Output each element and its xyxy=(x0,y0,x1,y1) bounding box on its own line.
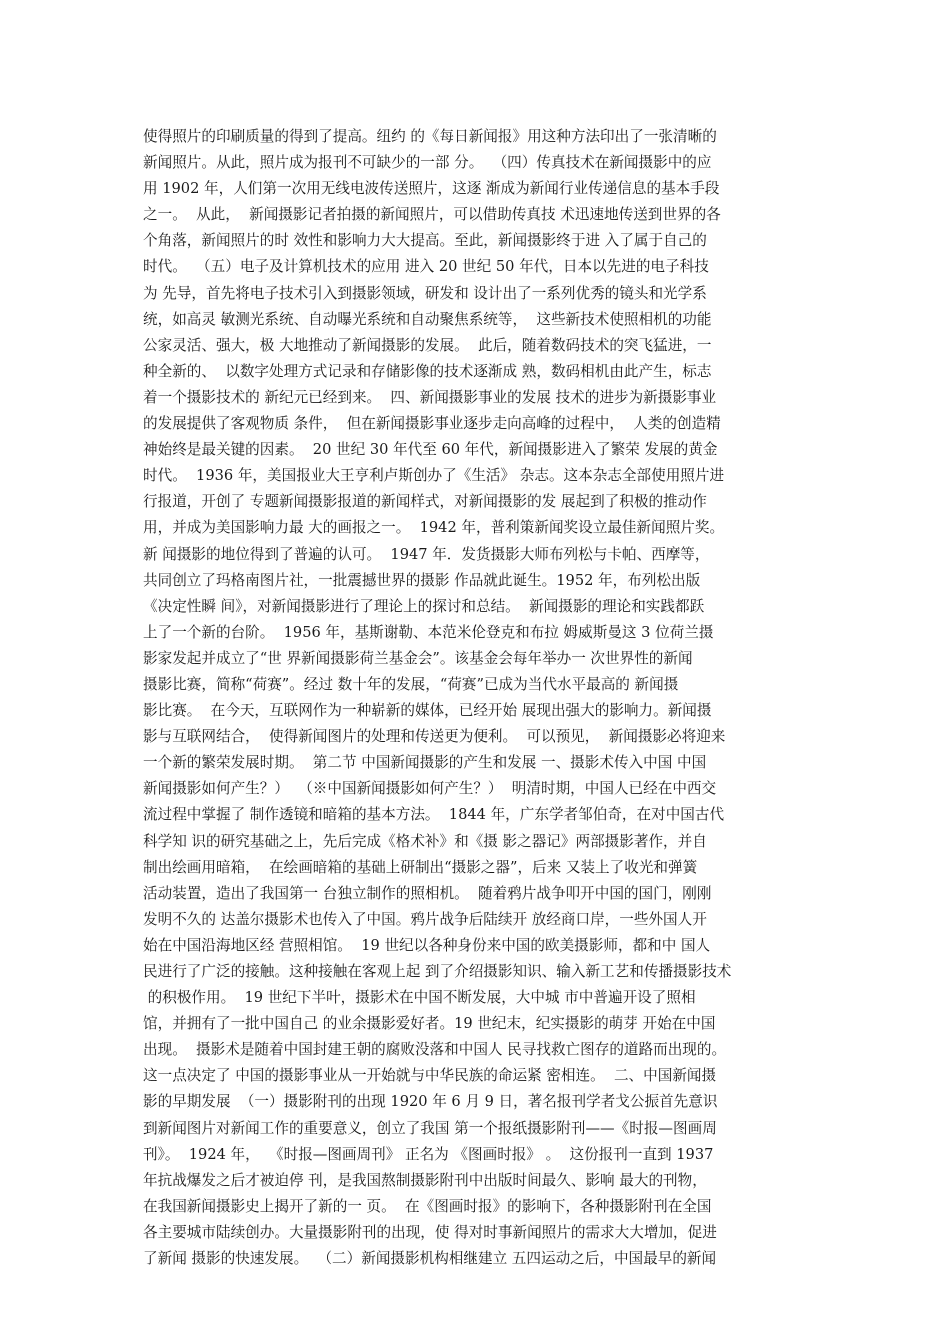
text-line: 为 先导，首先将电子技术引入到摄影领域，研发和 设计出了一系列优秀的镜头和光学系 xyxy=(143,284,707,302)
text-line: 的积极作用。 19 世纪下半叶，摄影术在中国不断发展，大中城 市中普遍开设了照相 xyxy=(143,989,696,1007)
text-line: 《决定性瞬 间》，对新闻摄影进行了理论上的探讨和总结。 新闻摄影的理论和实践都跃 xyxy=(143,597,705,615)
text-line: 流过程中掌握了 制作透镜和暗箱的基本方法。 1844 年，广东学者邹伯奇，在对中国古代 xyxy=(143,806,725,824)
text-line: 到新闻图片对新闻工作的重要意义，创立了我国 第一个报纸摄影附刊——《时报—图画周 xyxy=(143,1119,717,1137)
text-line: 年抗战爆发之后才被迫停 刊，是我国熬制摄影附刊中出版时间最久、影响 最大的刊物， xyxy=(143,1171,707,1189)
text-line: 时代。 （五）电子及计算机技术的应用 进入 20 世纪 50 年代，日本以先进的电子科技 xyxy=(143,258,709,276)
text-line: 的发展提供了客观物质 条件， 但在新闻摄影事业逐步走向高峰的过程中， 人类的创造精 xyxy=(143,415,721,433)
text-line: 新 闻摄影的地位得到了普遍的认可。 1947 年．发货摄影大师布列松与卡帕、西摩等， xyxy=(143,545,710,563)
text-line: 之一。 从此， 新闻摄影记者拍摄的新闻照片，可以借助传真技 术迅速地传送到世界的各 xyxy=(143,206,721,224)
text-line: 这一点决定了 中国的摄影事业从一开始就与中华民族的命运紧 密相连。 二、中国新闻摄 xyxy=(143,1067,717,1085)
text-line: 影的早期发展 （一）摄影附刊的出现 1920 年 6 月 9 日，著名报刊学者戈公振首先意识 xyxy=(143,1093,718,1111)
text-line: 上了一个新的台阶。 1956 年，基斯谢勒、本范米伦登克和布拉 姆威斯曼这 3 位荷兰摄 xyxy=(143,623,714,641)
text-line: 用 1902 年，人们第一次用无线电波传送照片，这逐 渐成为新闻行业传递信息的基本手段 xyxy=(143,180,720,198)
text-line: 神始终是最关键的因素。 20 世纪 30 年代至 60 年代，新闻摄影进入了繁荣 发展的黄金 xyxy=(143,441,718,459)
text-line: 在我国新闻摄影史上揭开了新的一 页。 在《图画时报》的影响下，各种摄影附刊在全国 xyxy=(143,1197,712,1215)
text-line: 制出绘画用暗箱， 在绘画暗箱的基础上研制出“摄影之器”，后来 又装上了收光和弹簧 xyxy=(143,858,698,876)
text-line: 共同创立了玛格南图片社，一批震撼世界的摄影 作品就此诞生。1952 年，布列松出版 xyxy=(143,571,701,589)
text-line: 统，如高灵 敏测光系统、自动曝光系统和自动聚焦系统等， 这些新技术使照相机的功能 xyxy=(143,310,712,328)
text-line: 种全新的、 以数字处理方式记录和存储影像的技术逐渐成 熟，数码相机由此产生，标志 xyxy=(143,362,712,380)
text-line: 用，并成为美国影响力最 大的画报之一。 1942 年，普利策新闻奖设立最佳新闻照片奖。 xyxy=(143,519,725,537)
text-line: 行报道，开创了 专题新闻摄影报道的新闻样式，对新闻摄影的发 展起到了积极的推动作 xyxy=(143,493,707,511)
text-line: 一个新的繁荣发展时期。 第二节 中国新闻摄影的产生和发展 一、摄影术传入中国 中国 xyxy=(143,754,707,772)
text-line: 个角落，新闻照片的时 效性和影响力大大提高。至此，新闻摄影终于进 入了属于自己的 xyxy=(143,232,707,250)
text-line: 影与互联网结合， 使得新闻图片的处理和传送更为便利。 可以预见， 新闻摄影必将迎来 xyxy=(143,728,726,746)
text-line: 着一个摄影技术的 新纪元已经到来。 四、新闻摄影事业的发展 技术的进步为新摄影事业 xyxy=(143,388,717,406)
text-line: 时代。 1936 年，美国报业大王亨利卢斯创办了《生活》 杂志。这本杂志全部使用照片进 xyxy=(143,467,725,485)
text-line: 新闻摄影如何产生？） （※中国新闻摄影如何产生？） 明清时期，中国人已经在中西交 xyxy=(143,780,717,798)
text-line: 科学知 识的研究基础之上，先后完成《格术补》和《摄 影之器记》两部摄影著作，并自 xyxy=(143,832,707,850)
text-line: 使得照片的印刷质量的得到了提高。纽约 的《每日新闻报》用这种方法印出了一张清晰的 xyxy=(143,128,717,145)
text-line: 民进行了广泛的接触。这种接触在客观上起 到了介绍摄影知识、输入新工艺和传播摄影技术 xyxy=(143,963,732,980)
text-line: 新闻照片。从此，照片成为报刊不可缺少的一部 分。 （四）传真技术在新闻摄影中的应 xyxy=(143,154,712,172)
text-line: 了新闻 摄影的快速发展。 （二）新闻摄影机构相继建立 五四运动之后，中国最早的新闻 xyxy=(143,1250,717,1268)
text-line: 活动装置，造出了我国第一 台独立制作的照相机。 随着鸦片战争叩开中国的国门，刚刚 xyxy=(143,884,712,902)
text-line: 公家灵活、强大，极 大地推动了新闻摄影的发展。 此后，随着数码技术的突飞猛进，一 xyxy=(143,336,712,354)
text-line: 出现。 摄影术是随着中国封建王朝的腐败没落和中国人 民寻找救亡图存的道路而出现的。 xyxy=(143,1041,727,1059)
text-line: 各主要城市陆续创办。大量摄影附刊的出现，使 得对时事新闻照片的需求大大增加，促进 xyxy=(143,1223,717,1241)
text-line: 影比赛。 在今天，互联网作为一种崭新的媒体，已经开始 展现出强大的影响力。新闻摄 xyxy=(143,702,712,720)
text-line: 摄影比赛，简称“荷赛”。经过 数十年的发展，“荷赛”已成为当代水平最高的 新闻摄 xyxy=(143,675,679,693)
body-text xyxy=(143,124,807,1272)
text-line: 馆，并拥有了一批中国自己 的业余摄影爱好者。19 世纪末，纪实摄影的萌芽 开始在中国 xyxy=(143,1015,716,1033)
text-line: 刊》。 1924 年， 《时报—图画周刊》 正名为 《图画时报》 。 这份报刊一直到 1937 xyxy=(143,1145,714,1163)
text-line: 影家发起并成立了“世 界新闻摄影荷兰基金会”。该基金会每年举办一 次世界性的新闻 xyxy=(143,649,693,667)
text-line: 发明不久的 达盖尔摄影术也传入了中国。鸦片战争后陆续开 放经商口岸，一些外国人开 xyxy=(143,910,707,928)
text-line: 始在中国沿海地区经 营照相馆。 19 世纪以各种身份来中国的欧美摄影师，都和中 国人 xyxy=(143,936,711,954)
